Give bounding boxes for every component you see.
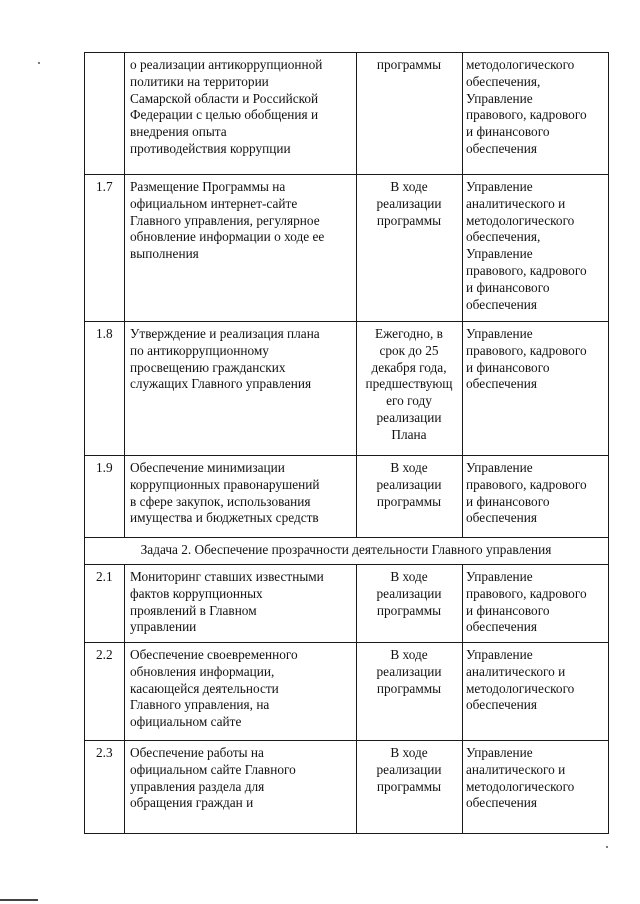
table-rule bbox=[84, 564, 609, 565]
term-cell-line: реализации bbox=[376, 663, 442, 679]
event-cell bbox=[130, 57, 352, 158]
responsible-cell-line: обеспечения bbox=[466, 619, 537, 635]
responsible-cell-line: методологического bbox=[466, 778, 575, 794]
responsible-cell-line: обеспечения bbox=[466, 510, 537, 526]
table-rule bbox=[84, 174, 609, 175]
measures-table bbox=[84, 52, 608, 833]
responsible-cell-line: обеспечения bbox=[466, 697, 537, 713]
term-cell-line: В ходе bbox=[390, 745, 428, 760]
responsible-cell-line: Управление bbox=[466, 179, 533, 194]
event-cell-line: фактов коррупционных bbox=[130, 585, 263, 601]
table-rule bbox=[356, 564, 357, 642]
event-cell-line: Обеспечение работы на bbox=[130, 745, 264, 760]
term-cell bbox=[358, 569, 460, 619]
table-rule bbox=[124, 740, 125, 833]
responsible-cell-line: правового, кадрового bbox=[466, 585, 587, 601]
responsible-cell-line: и финансового bbox=[466, 493, 550, 509]
event-cell-line: Утверждение и реализация плана bbox=[130, 326, 320, 341]
event-cell bbox=[130, 326, 352, 393]
event-cell-line: проявлений в Главном bbox=[130, 602, 257, 618]
event-cell-line: просвещению гражданских bbox=[130, 359, 286, 375]
event-cell-line: по антикоррупционному bbox=[130, 342, 269, 358]
term-cell-line: В ходе bbox=[390, 179, 428, 194]
responsible-cell-line: Управление bbox=[466, 569, 533, 584]
responsible-cell-line: обеспечения bbox=[466, 296, 537, 312]
table-rule bbox=[124, 455, 125, 537]
responsible-cell-line: правового, кадрового bbox=[466, 107, 587, 123]
term-cell bbox=[358, 647, 460, 697]
responsible-cell bbox=[466, 460, 606, 527]
responsible-cell-line: правового, кадрового bbox=[466, 342, 587, 358]
event-cell-line: имущества и бюджетных средств bbox=[130, 510, 319, 526]
row-number: 2.1 bbox=[96, 569, 113, 584]
scan-speck bbox=[606, 846, 608, 848]
row-number: 1.9 bbox=[96, 460, 113, 475]
table-rule bbox=[124, 321, 125, 455]
event-cell-line: обновление информации о ходе ее bbox=[130, 229, 325, 245]
table-rule bbox=[462, 52, 463, 174]
table-rule bbox=[462, 174, 463, 321]
responsible-cell-line: аналитического и bbox=[466, 663, 566, 679]
event-cell-line: Размещение Программы на bbox=[130, 179, 286, 194]
event-cell-line: обращения граждан и bbox=[130, 795, 254, 811]
event-cell-line: касающейся деятельности bbox=[130, 680, 279, 696]
event-cell-line: Федерации с целью обобщения и bbox=[130, 107, 319, 123]
responsible-cell-line: аналитического и bbox=[466, 195, 566, 211]
responsible-cell-line: методологического bbox=[466, 212, 575, 228]
term-cell bbox=[358, 745, 460, 795]
table-rule bbox=[608, 52, 609, 833]
term-cell-line: реализации bbox=[376, 761, 442, 777]
table-rule bbox=[356, 52, 357, 174]
table-rule bbox=[84, 52, 85, 833]
responsible-cell-line: и финансового bbox=[466, 279, 550, 295]
row-number: 1.8 bbox=[96, 326, 113, 341]
table-rule bbox=[462, 564, 463, 642]
event-cell-line: политики на территории bbox=[130, 73, 269, 89]
event-cell-line: официальном сайте bbox=[130, 714, 242, 730]
term-cell-line: предшествующ bbox=[365, 376, 453, 392]
table-rule bbox=[124, 174, 125, 321]
table-rule bbox=[84, 52, 609, 53]
table-rule bbox=[462, 455, 463, 537]
term-cell-line: В ходе bbox=[390, 647, 428, 662]
term-cell-line: декабря года, bbox=[371, 359, 447, 375]
table-rule bbox=[462, 642, 463, 740]
term-cell bbox=[358, 460, 460, 510]
term-cell-line: программы bbox=[376, 493, 442, 509]
table-rule bbox=[84, 455, 609, 456]
event-cell-line: Самарской области и Российской bbox=[130, 90, 319, 106]
term-cell-line: реализации bbox=[376, 195, 442, 211]
term-cell bbox=[358, 326, 460, 444]
event-cell-line: Главного управления, регулярное bbox=[130, 212, 320, 228]
term-cell-line: реализации bbox=[376, 585, 442, 601]
table-rule bbox=[462, 740, 463, 833]
event-cell-line: служащих Главного управления bbox=[130, 376, 312, 392]
event-cell bbox=[130, 569, 352, 636]
responsible-cell-line: и финансового bbox=[466, 359, 550, 375]
term-cell bbox=[358, 57, 460, 74]
responsible-cell bbox=[466, 745, 606, 812]
responsible-cell-line: Управление bbox=[466, 246, 533, 262]
table-rule bbox=[84, 321, 609, 322]
responsible-cell-line: обеспечения, bbox=[466, 73, 541, 89]
responsible-cell bbox=[466, 179, 606, 313]
term-cell-line: программы bbox=[376, 602, 442, 618]
event-cell-line: противодействия коррупции bbox=[130, 140, 291, 156]
responsible-cell-line: обеспечения bbox=[466, 795, 537, 811]
event-cell-line: официальном сайте Главного bbox=[130, 761, 296, 777]
term-cell-line: реализации bbox=[376, 476, 442, 492]
responsible-cell-line: правового, кадрового bbox=[466, 476, 587, 492]
term-cell-line: В ходе bbox=[390, 569, 428, 584]
term-cell-line: Плана bbox=[391, 426, 427, 442]
responsible-cell bbox=[466, 569, 606, 636]
responsible-cell-line: и финансового bbox=[466, 124, 550, 140]
table-rule bbox=[84, 642, 609, 643]
event-cell-line: выполнения bbox=[130, 246, 199, 262]
term-cell-line: Ежегодно, в bbox=[375, 326, 443, 341]
table-rule bbox=[124, 564, 125, 642]
table-rule bbox=[356, 321, 357, 455]
responsible-cell-line: Управление bbox=[466, 90, 533, 106]
responsible-cell bbox=[466, 326, 606, 393]
responsible-cell-line: Управление bbox=[466, 647, 533, 662]
table-rule bbox=[124, 52, 125, 174]
responsible-cell-line: обеспечения bbox=[466, 140, 537, 156]
event-cell-line: Обеспечение минимизации bbox=[130, 460, 285, 475]
responsible-cell-line: обеспечения bbox=[466, 376, 537, 392]
responsible-cell-line: Управление bbox=[466, 745, 533, 760]
responsible-cell-line: аналитического и bbox=[466, 761, 566, 777]
table-rule bbox=[84, 537, 609, 538]
responsible-cell-line: Управление bbox=[466, 460, 533, 475]
term-cell bbox=[358, 179, 460, 229]
term-cell-line: программы bbox=[376, 57, 442, 72]
event-cell-line: Обеспечение своевременного bbox=[130, 647, 298, 662]
term-cell-line: реализации bbox=[376, 409, 442, 425]
event-cell-line: коррупционных правонарушений bbox=[130, 476, 320, 492]
term-cell-line: программы bbox=[376, 212, 442, 228]
responsible-cell-line: методологического bbox=[466, 680, 575, 696]
responsible-cell bbox=[466, 57, 606, 158]
row-number: 2.3 bbox=[96, 745, 113, 760]
event-cell bbox=[130, 460, 352, 527]
event-cell bbox=[130, 179, 352, 263]
scan-edge-mark bbox=[0, 899, 38, 901]
term-cell-line: В ходе bbox=[390, 460, 428, 475]
term-cell-line: его году bbox=[386, 393, 432, 409]
event-cell-line: Мониторинг ставших известными bbox=[130, 569, 324, 584]
event-cell-line: Главного управления, на bbox=[130, 697, 270, 713]
event-cell-line: внедрения опыта bbox=[130, 124, 227, 140]
row-number: 1.7 bbox=[96, 179, 113, 194]
table-rule bbox=[356, 740, 357, 833]
responsible-cell bbox=[466, 647, 606, 714]
event-cell-line: управления раздела для bbox=[130, 778, 265, 794]
responsible-cell-line: и финансового bbox=[466, 602, 550, 618]
event-cell bbox=[130, 647, 352, 731]
table-rule bbox=[356, 455, 357, 537]
table-rule bbox=[84, 740, 609, 741]
table-rule bbox=[124, 642, 125, 740]
table-rule bbox=[84, 833, 609, 834]
table-rule bbox=[356, 642, 357, 740]
event-cell-line: о реализации антикоррупционной bbox=[130, 57, 323, 72]
event-cell-line: управлении bbox=[130, 619, 197, 635]
event-cell bbox=[130, 745, 352, 812]
responsible-cell-line: правового, кадрового bbox=[466, 262, 587, 278]
event-cell-line: в сфере закупок, использования bbox=[130, 493, 311, 509]
responsible-cell-line: Управление bbox=[466, 326, 533, 341]
term-cell-line: срок до 25 bbox=[379, 342, 439, 358]
term-cell-line: программы bbox=[376, 778, 442, 794]
table-rule bbox=[462, 321, 463, 455]
event-cell-line: обновления информации, bbox=[130, 663, 275, 679]
scan-speck bbox=[38, 62, 40, 64]
responsible-cell-line: обеспечения, bbox=[466, 229, 541, 245]
event-cell-line: официальном интернет-сайте bbox=[130, 195, 298, 211]
task-heading: Задача 2. Обеспечение прозрачности деятельности Главного управления bbox=[140, 542, 552, 557]
responsible-cell-line: методологического bbox=[466, 57, 575, 72]
term-cell-line: программы bbox=[376, 680, 442, 696]
table-rule bbox=[356, 174, 357, 321]
row-number: 2.2 bbox=[96, 647, 113, 662]
